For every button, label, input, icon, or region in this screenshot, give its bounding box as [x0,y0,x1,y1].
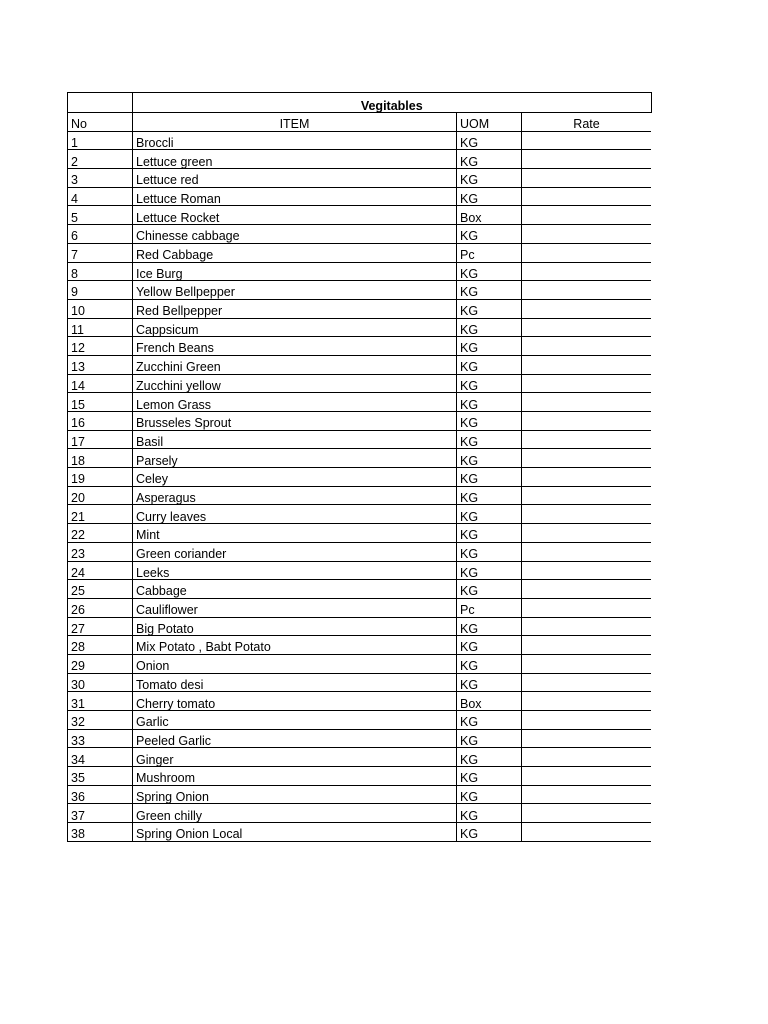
cell-rate [522,131,652,150]
cell-no: 29 [68,654,133,673]
cell-item: Yellow Bellpepper [133,281,457,300]
cell-rate [522,524,652,543]
cell-rate [522,468,652,487]
table-row [68,505,652,524]
table-body [68,93,652,842]
cell-no: 24 [68,561,133,580]
cell-item: Broccli [133,131,457,150]
cell-no: 2 [68,150,133,169]
cell-no: 13 [68,355,133,374]
cell-item: French Beans [133,337,457,356]
cell-uom: KG [457,486,522,505]
cell-uom: KG [457,804,522,823]
cell-item: Lettuce red [133,169,457,188]
cell-rate [522,393,652,412]
cell-item: Curry leaves [133,505,457,524]
cell-no: 20 [68,486,133,505]
cell-item: Lettuce green [133,150,457,169]
cell-uom: KG [457,542,522,561]
cell-uom: KG [457,374,522,393]
table-row [68,131,652,150]
table-row [68,673,652,692]
table-row [68,785,652,804]
cell-rate [522,281,652,300]
table-row [68,486,652,505]
cell-item: Spring Onion Local [133,823,457,842]
table-row [68,711,652,730]
cell-item: Cappsicum [133,318,457,337]
table-row [68,299,652,318]
cell-no: 30 [68,673,133,692]
table-row [68,804,652,823]
table-row [68,598,652,617]
cell-rate [522,617,652,636]
cell-no: 36 [68,785,133,804]
cell-item: Chinesse cabbage [133,225,457,244]
cell-uom: KG [457,785,522,804]
cell-uom: KG [457,711,522,730]
cell-no: 11 [68,318,133,337]
cell-item: Asperagus [133,486,457,505]
vegetables-table [67,92,652,842]
cell-uom: KG [457,505,522,524]
cell-no: 14 [68,374,133,393]
cell-no: 6 [68,225,133,244]
cell-rate [522,337,652,356]
cell-rate [522,729,652,748]
cell-item: Lettuce Roman [133,187,457,206]
cell-uom: KG [457,225,522,244]
cell-uom: KG [457,823,522,842]
cell-item: Ginger [133,748,457,767]
cell-no: 21 [68,505,133,524]
cell-uom: Pc [457,243,522,262]
cell-no: 7 [68,243,133,262]
cell-rate [522,412,652,431]
cell-no: 17 [68,430,133,449]
table-row [68,374,652,393]
cell-item: Brusseles Sprout [133,412,457,431]
cell-no: 10 [68,299,133,318]
cell-rate [522,187,652,206]
cell-uom: KG [457,318,522,337]
cell-rate [522,355,652,374]
cell-item: Peeled Garlic [133,729,457,748]
cell-item: Celey [133,468,457,487]
cell-item: Lettuce Rocket [133,206,457,225]
cell-no: 12 [68,337,133,356]
cell-uom: KG [457,169,522,188]
cell-no: 5 [68,206,133,225]
table-row [68,617,652,636]
cell-uom: KG [457,561,522,580]
table-row [68,449,652,468]
table-row [68,580,652,599]
cell-rate [522,767,652,786]
cell-rate [522,785,652,804]
cell-item: Leeks [133,561,457,580]
cell-no: 18 [68,449,133,468]
cell-item: Spring Onion [133,785,457,804]
cell-uom: KG [457,580,522,599]
cell-item: Red Bellpepper [133,299,457,318]
cell-no: 8 [68,262,133,281]
table-row [68,767,652,786]
cell-no: 33 [68,729,133,748]
cell-uom: KG [457,187,522,206]
cell-uom: KG [457,767,522,786]
cell-rate [522,225,652,244]
cell-uom: KG [457,673,522,692]
cell-rate [522,636,652,655]
cell-uom: KG [457,468,522,487]
cell-uom: KG [457,748,522,767]
cell-uom: KG [457,299,522,318]
table-row [68,393,652,412]
cell-uom: KG [457,262,522,281]
table-row [68,355,652,374]
cell-rate [522,823,652,842]
cell-uom: KG [457,729,522,748]
cell-rate [522,580,652,599]
cell-item: Big Potato [133,617,457,636]
cell-item: Red Cabbage [133,243,457,262]
cell-item: Parsely [133,449,457,468]
cell-no: 25 [68,580,133,599]
cell-no: 16 [68,412,133,431]
cell-rate [522,692,652,711]
cell-no: 9 [68,281,133,300]
cell-uom: KG [457,430,522,449]
table-row [68,262,652,281]
table-row [68,468,652,487]
table-row [68,748,652,767]
header-uom: UOM [457,113,522,132]
cell-uom: KG [457,337,522,356]
cell-uom: KG [457,449,522,468]
cell-rate [522,598,652,617]
table-row [68,243,652,262]
table-row [68,281,652,300]
cell-uom: KG [457,131,522,150]
cell-item: Garlic [133,711,457,730]
table-row [68,636,652,655]
cell-item: Cherry tomato [133,692,457,711]
cell-item: Mix Potato , Babt Potato [133,636,457,655]
table-row [68,187,652,206]
cell-no: 27 [68,617,133,636]
cell-uom: KG [457,617,522,636]
cell-no: 3 [68,169,133,188]
cell-uom: KG [457,281,522,300]
table-title: Vegitables [133,93,652,113]
table-row [68,692,652,711]
cell-uom: Pc [457,598,522,617]
cell-rate [522,673,652,692]
title-row [68,93,652,113]
cell-rate [522,169,652,188]
cell-uom: KG [457,150,522,169]
cell-no: 38 [68,823,133,842]
title-row-blank-cell [68,93,133,113]
cell-rate [522,206,652,225]
cell-rate [522,150,652,169]
cell-item: Ice Burg [133,262,457,281]
table-row [68,412,652,431]
cell-uom: KG [457,393,522,412]
cell-rate [522,748,652,767]
table-row [68,225,652,244]
table-row [68,729,652,748]
cell-no: 1 [68,131,133,150]
cell-uom: KG [457,412,522,431]
cell-rate [522,486,652,505]
cell-no: 15 [68,393,133,412]
cell-rate [522,542,652,561]
cell-rate [522,449,652,468]
table-row [68,542,652,561]
table-row [68,654,652,673]
cell-item: Mint [133,524,457,543]
table-row [68,524,652,543]
cell-rate [522,262,652,281]
header-row [68,113,652,132]
cell-no: 32 [68,711,133,730]
cell-no: 34 [68,748,133,767]
cell-item: Lemon Grass [133,393,457,412]
cell-item: Zucchini yellow [133,374,457,393]
header-no: No [68,113,133,132]
cell-item: Onion [133,654,457,673]
table-row [68,169,652,188]
cell-uom: KG [457,636,522,655]
cell-item: Green chilly [133,804,457,823]
cell-item: Cauliflower [133,598,457,617]
cell-no: 37 [68,804,133,823]
table-row [68,150,652,169]
header-item: ITEM [133,113,457,132]
cell-no: 23 [68,542,133,561]
cell-rate [522,318,652,337]
cell-rate [522,561,652,580]
cell-no: 31 [68,692,133,711]
cell-uom: KG [457,355,522,374]
table-row [68,430,652,449]
cell-item: Green coriander [133,542,457,561]
cell-rate [522,299,652,318]
cell-no: 35 [68,767,133,786]
cell-rate [522,804,652,823]
cell-item: Zucchini Green [133,355,457,374]
cell-uom: KG [457,524,522,543]
cell-item: Basil [133,430,457,449]
table-row [68,206,652,225]
cell-no: 4 [68,187,133,206]
cell-uom: Box [457,692,522,711]
cell-rate [522,374,652,393]
cell-rate [522,711,652,730]
table-row [68,318,652,337]
table-row [68,561,652,580]
table-row [68,337,652,356]
cell-uom: KG [457,654,522,673]
cell-no: 19 [68,468,133,487]
cell-rate [522,430,652,449]
cell-rate [522,505,652,524]
cell-no: 22 [68,524,133,543]
cell-item: Tomato desi [133,673,457,692]
cell-rate [522,243,652,262]
cell-uom: Box [457,206,522,225]
cell-no: 26 [68,598,133,617]
cell-item: Mushroom [133,767,457,786]
cell-rate [522,654,652,673]
cell-item: Cabbage [133,580,457,599]
header-rate: Rate [522,113,652,132]
cell-no: 28 [68,636,133,655]
table-row [68,823,652,842]
